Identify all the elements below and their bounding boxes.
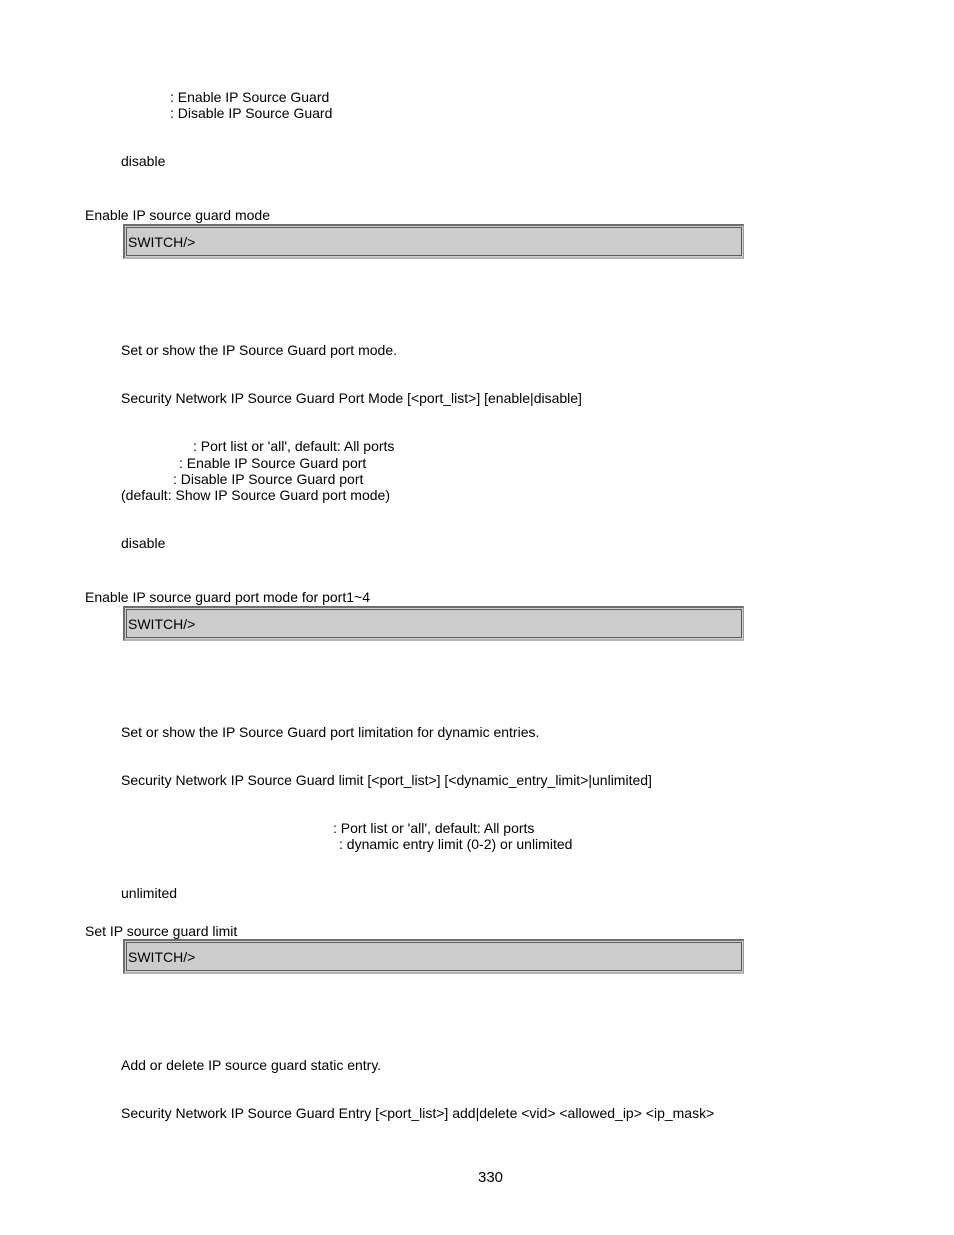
param-enable-text: : Enable IP Source Guard bbox=[170, 89, 330, 105]
syntax-text: Security Network IP Source Guard Entry [<port_list>] add|delete <vid> <allowed_ip> <ip_mask> bbox=[121, 1105, 715, 1121]
description-text: Set or show the IP Source Guard port mode. bbox=[121, 342, 398, 358]
command-prompt: SWITCH/> bbox=[128, 949, 196, 965]
param-limit-text: : dynamic entry limit (0-2) or unlimited bbox=[339, 836, 573, 852]
default-value-text: disable bbox=[121, 153, 166, 169]
command-box bbox=[123, 224, 744, 259]
description-text: Set or show the IP Source Guard port limitation for dynamic entries. bbox=[121, 724, 540, 740]
command-box bbox=[123, 606, 744, 641]
example-title: Enable IP source guard mode bbox=[85, 207, 270, 223]
command-box bbox=[123, 939, 744, 974]
param-disable-text: : Disable IP Source Guard bbox=[170, 105, 333, 121]
example-title: Enable IP source guard port mode for port1~4 bbox=[85, 589, 370, 605]
description-text: Add or delete IP source guard static entry. bbox=[121, 1057, 382, 1073]
param-default-text: (default: Show IP Source Guard port mode) bbox=[121, 487, 390, 503]
example-title: Set IP source guard limit bbox=[85, 923, 238, 939]
syntax-text: Security Network IP Source Guard limit [<port_list>] [<dynamic_entry_limit>|unlimited] bbox=[121, 772, 652, 788]
command-prompt: SWITCH/> bbox=[128, 616, 196, 632]
param-disable-text: : Disable IP Source Guard port bbox=[173, 471, 364, 487]
default-value-text: disable bbox=[121, 535, 166, 551]
param-port-list-text: : Port list or 'all', default: All ports bbox=[333, 820, 535, 836]
default-value-text: unlimited bbox=[121, 885, 178, 901]
param-port-list-text: : Port list or 'all', default: All ports bbox=[193, 438, 395, 454]
param-enable-text: : Enable IP Source Guard port bbox=[179, 455, 367, 471]
page-number: 330 bbox=[478, 1169, 504, 1186]
command-prompt: SWITCH/> bbox=[128, 234, 196, 250]
syntax-text: Security Network IP Source Guard Port Mode [<port_list>] [enable|disable] bbox=[121, 390, 582, 406]
